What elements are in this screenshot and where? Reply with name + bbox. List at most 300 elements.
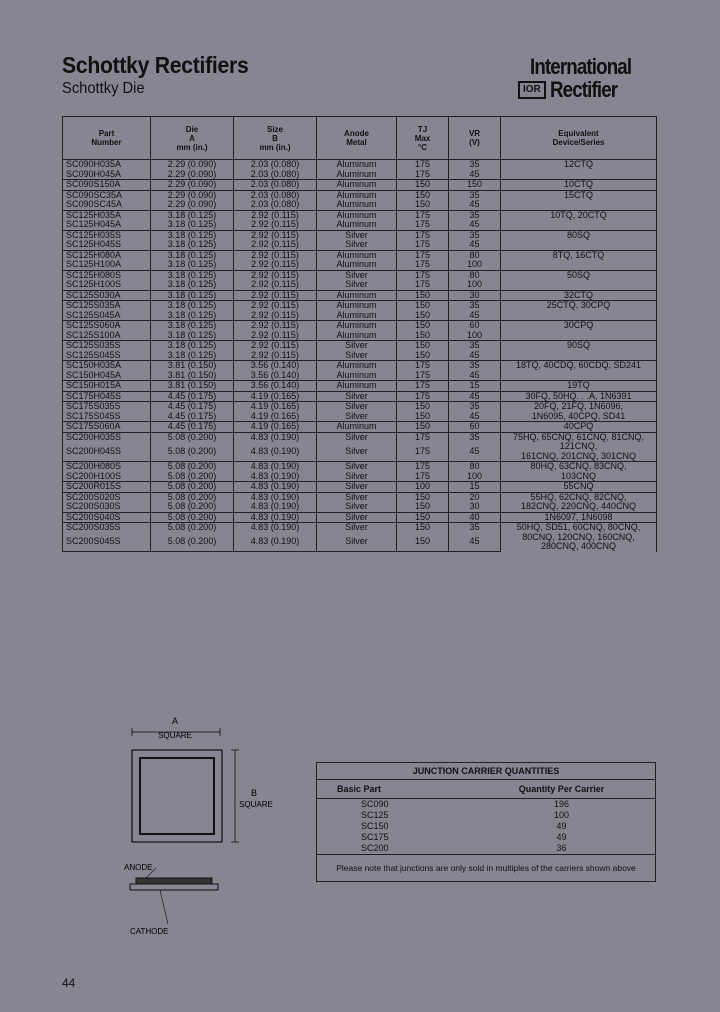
equivalent-device-line: 280CNQ, 400CNQ: [540, 541, 617, 551]
column-header-line: Die: [185, 124, 199, 134]
table-cell: 35: [449, 523, 501, 538]
table-cell: SC200H100S: [63, 472, 151, 482]
table-cell: SC175S035S: [63, 402, 151, 412]
dim-a-label: A: [171, 716, 179, 726]
table-row: [63, 391, 657, 402]
table-cell: 3.18 (0.125): [151, 210, 234, 220]
table-cell: 150: [397, 341, 449, 351]
brand-logo-row: [518, 77, 629, 103]
table-cell: Silver: [317, 240, 397, 250]
table-cell: 100: [449, 280, 501, 290]
table-cell: 3.18 (0.125): [151, 270, 234, 280]
table-cell: 2.92 (0.115): [234, 311, 317, 321]
table-cell: 2.92 (0.115): [234, 250, 317, 260]
column-header-line: Device/Series: [552, 138, 605, 147]
table-cell: 150: [397, 537, 449, 551]
table-cell: 2.92 (0.115): [234, 230, 317, 240]
table-cell: 45: [449, 311, 501, 321]
table-cell: Aluminum: [317, 422, 397, 433]
carrier-row: [317, 799, 656, 811]
table-cell: 45: [449, 351, 501, 361]
table-cell: SC125S045A: [63, 311, 151, 321]
table-row: [63, 321, 657, 331]
equivalent-device-line: 1N6097, 1N6098: [544, 511, 613, 522]
table-cell: [317, 551, 397, 552]
table-cell: 2.92 (0.115): [234, 220, 317, 230]
table-cell: 100: [449, 331, 501, 341]
table-cell: Aluminum: [317, 260, 397, 270]
table-cell: Silver: [317, 341, 397, 351]
table-cell: SC125H100A: [63, 260, 151, 270]
table-cell: 150: [397, 290, 449, 301]
table-cell: 2.92 (0.115): [234, 331, 317, 341]
table-cell: 35: [449, 341, 501, 351]
column-header-line: VR: [468, 129, 481, 138]
table-cell: 150: [397, 180, 449, 191]
equivalent-device-line: 18TQ, 40CDQ, 60CDQ, SD241: [515, 360, 642, 370]
column-header-line: mm (in.): [176, 142, 208, 152]
page-number: 44: [62, 976, 76, 990]
equivalent-device-line: 8TQ, 16CTQ: [552, 249, 605, 260]
table-cell: 45: [449, 240, 501, 250]
die-side-anode: [136, 878, 212, 884]
column-header-line: Number: [91, 138, 122, 147]
carrier-col-basic-part: Basic Part: [317, 780, 469, 799]
equivalent-device-line: 25CTQ, 30CPQ: [546, 300, 611, 310]
table-cell: 2.29 (0.090): [151, 190, 234, 200]
table-cell: 175: [397, 250, 449, 260]
table-cell: 3.18 (0.125): [151, 260, 234, 270]
table-cell: 4.19 (0.165): [234, 422, 317, 433]
table-cell: 45: [449, 447, 501, 461]
equivalent-device-line: 10CTQ: [563, 179, 593, 189]
table-cell: 30: [449, 502, 501, 512]
table-cell: 2.03 (0.080): [234, 190, 317, 200]
table-cell: 3.18 (0.125): [151, 290, 234, 301]
table-cell: [449, 551, 501, 552]
equivalent-device-line: 90SQ: [566, 340, 590, 350]
dim-b-label: B: [250, 788, 258, 798]
die-spec-table: [62, 116, 657, 552]
table-cell: 4.83 (0.190): [234, 482, 317, 493]
table-cell: 175: [397, 160, 449, 170]
table-cell: Silver: [317, 391, 397, 402]
equivalent-device-line: 15CTQ: [563, 189, 593, 200]
table-cell: SC150H035A: [63, 361, 151, 371]
table-cell: SC200S035S: [63, 523, 151, 538]
table-cell: 5.08 (0.200): [151, 537, 234, 551]
equivalent-device-cell: [501, 523, 657, 552]
table-cell: 100: [449, 472, 501, 482]
table-cell: Silver: [317, 447, 397, 461]
table-cell: 150: [397, 351, 449, 361]
table-cell: 5.08 (0.200): [151, 447, 234, 461]
column-header-line: TJ: [417, 124, 428, 134]
die-inner-square: [140, 758, 214, 834]
table-cell: 175: [397, 462, 449, 472]
carrier-row: [317, 810, 656, 821]
table-cell: Silver: [317, 351, 397, 361]
table-cell: 175: [397, 270, 449, 280]
brand-name-line2: Rectifier: [549, 77, 617, 102]
carrier-note: Please note that junctions are only sold in multiples of the carriers shown above: [317, 855, 656, 882]
table-cell: 175: [397, 391, 449, 402]
table-cell: 150: [397, 200, 449, 210]
table-cell: Aluminum: [317, 250, 397, 260]
table-cell: SC125S035A: [63, 301, 151, 311]
table-cell: 3.18 (0.125): [151, 230, 234, 240]
table-cell: 4.83 (0.190): [234, 502, 317, 512]
table-cell: 3.18 (0.125): [151, 341, 234, 351]
table-cell: 20: [449, 492, 501, 502]
table-cell: 4.19 (0.165): [234, 412, 317, 422]
table-cell: 40: [449, 512, 501, 523]
table-cell: SC125H045A: [63, 220, 151, 230]
equivalent-device-line: 32CTQ: [563, 289, 593, 300]
table-cell: Aluminum: [317, 331, 397, 341]
equivalent-device-cell: [501, 321, 657, 341]
equivalent-device-cell: [501, 341, 657, 361]
table-cell: 150: [397, 422, 449, 433]
table-cell: 3.56 (0.140): [234, 371, 317, 381]
equivalent-device-cell: [501, 180, 657, 191]
table-cell: SC150H045A: [63, 371, 151, 381]
carrier-quantity: 49: [556, 821, 567, 831]
table-cell: SC175H045S: [63, 391, 151, 402]
equivalent-device-cell: [501, 512, 657, 523]
table-cell: 45: [449, 537, 501, 551]
equivalent-device-cell: [501, 301, 657, 321]
column-header-line: A: [189, 133, 195, 143]
table-cell: SC090H045A: [63, 170, 151, 180]
table-cell: SC200H045S: [63, 447, 151, 461]
table-cell: 3.81 (0.150): [151, 371, 234, 381]
carrier-part: SC125: [361, 810, 389, 820]
table-cell: Silver: [317, 230, 397, 240]
table-cell: 175: [397, 371, 449, 381]
table-cell: SC200S030S: [63, 502, 151, 512]
table-row: [63, 160, 657, 170]
table-cell: 4.83 (0.190): [234, 432, 317, 447]
table-cell: 2.03 (0.080): [234, 180, 317, 191]
table-cell: Silver: [317, 512, 397, 523]
equivalent-device-cell: [501, 391, 657, 402]
table-cell: 4.83 (0.190): [234, 512, 317, 523]
equivalent-device-line: 75HQ, 65CNQ, 61CNQ, 81CNQ,: [512, 431, 645, 442]
table-cell: 150: [397, 301, 449, 311]
table-cell: 5.08 (0.200): [151, 462, 234, 472]
table-cell: 45: [449, 391, 501, 402]
table-cell: 175: [397, 432, 449, 447]
table-cell: Aluminum: [317, 371, 397, 381]
page-title: Schottky Rectifiers: [62, 52, 249, 78]
column-header-line: B: [272, 133, 278, 143]
equivalent-device-cell: [501, 270, 657, 290]
table-cell: 175: [397, 361, 449, 371]
table-cell: [63, 551, 151, 552]
equivalent-device-line: 55HQ, 62CNQ, 82CNQ,: [530, 491, 627, 502]
equivalent-device-line: 80CNQ, 120CNQ, 160CNQ,: [522, 531, 635, 542]
table-cell: 35: [449, 230, 501, 240]
table-cell: 4.45 (0.175): [151, 402, 234, 412]
table-cell: 2.92 (0.115): [234, 301, 317, 311]
table-cell: 150: [397, 512, 449, 523]
equivalent-device-line: 1N6095, 40CPQ, SD41: [531, 410, 626, 421]
table-row: [63, 432, 657, 447]
equivalent-device-cell: [501, 381, 657, 392]
table-cell: 2.03 (0.080): [234, 160, 317, 170]
table-cell: 175: [397, 240, 449, 250]
table-cell: 3.18 (0.125): [151, 280, 234, 290]
table-cell: 5.08 (0.200): [151, 432, 234, 447]
table-cell: 30: [449, 290, 501, 301]
table-cell: SC125H100S: [63, 280, 151, 290]
table-cell: SC125H035S: [63, 230, 151, 240]
carrier-row: [317, 821, 656, 832]
table-cell: Silver: [317, 472, 397, 482]
table-cell: SC150H015A: [63, 381, 151, 392]
table-cell: 2.92 (0.115): [234, 270, 317, 280]
table-cell: 5.08 (0.200): [151, 492, 234, 502]
equivalent-device-cell: [501, 290, 657, 301]
table-cell: 35: [449, 160, 501, 170]
table-cell: 175: [397, 280, 449, 290]
table-cell: 15: [449, 482, 501, 493]
table-row: [63, 361, 657, 371]
column-header-3: [317, 117, 397, 160]
table-cell: 150: [397, 502, 449, 512]
table-cell: 35: [449, 432, 501, 447]
column-header-line: Size: [266, 124, 283, 134]
table-cell: 100: [397, 482, 449, 493]
table-cell: 2.29 (0.090): [151, 160, 234, 170]
equivalent-device-line: 121CNQ,: [559, 441, 598, 451]
table-cell: Aluminum: [317, 210, 397, 220]
column-header-1: [151, 117, 234, 160]
table-header-row: [63, 117, 657, 160]
carrier-quantity: 36: [556, 843, 567, 853]
table-cell: 175: [397, 210, 449, 220]
table-cell: 5.08 (0.200): [151, 502, 234, 512]
table-cell: SC125H045S: [63, 240, 151, 250]
table-cell: 45: [449, 200, 501, 210]
column-header-0: [63, 117, 151, 160]
table-cell: Aluminum: [317, 180, 397, 191]
table-cell: 2.03 (0.080): [234, 200, 317, 210]
table-cell: Silver: [317, 462, 397, 472]
table-cell: SC125S100A: [63, 331, 151, 341]
equivalent-device-line: 19TQ: [567, 380, 590, 390]
table-cell: Silver: [317, 270, 397, 280]
table-cell: 45: [449, 170, 501, 180]
table-cell: SC125S045S: [63, 351, 151, 361]
table-cell: 175: [397, 170, 449, 180]
carrier-row: [317, 843, 656, 855]
equivalent-device-line: 30FQ, 50HQ. . .A, 1N6391: [525, 390, 632, 401]
brand-name-line1: International: [530, 54, 632, 79]
carrier-col-quantity: Quantity Per Carrier: [468, 780, 655, 799]
table-cell: 3.18 (0.125): [151, 301, 234, 311]
carrier-part: SC200: [361, 843, 389, 853]
column-header-line: Equivalent: [558, 129, 599, 138]
ior-logo-icon: IOR: [518, 81, 546, 99]
table-cell: 45: [449, 412, 501, 422]
table-cell: SC125H080A: [63, 250, 151, 260]
table-cell: 3.18 (0.125): [151, 321, 234, 331]
table-cell: 2.92 (0.115): [234, 351, 317, 361]
equivalent-device-line: 30CPQ: [563, 320, 594, 330]
table-cell: SC125S060A: [63, 321, 151, 331]
table-cell: SC200H035S: [63, 432, 151, 447]
table-row: [63, 462, 657, 472]
equivalent-device-line: 103CNQ: [560, 470, 596, 481]
table-cell: Silver: [317, 537, 397, 551]
table-cell: SC175S045S: [63, 412, 151, 422]
table-cell: 45: [449, 371, 501, 381]
column-header-5: [449, 117, 501, 160]
table-cell: Silver: [317, 402, 397, 412]
table-cell: [234, 551, 317, 552]
table-cell: [397, 551, 449, 552]
table-cell: 2.29 (0.090): [151, 180, 234, 191]
table-cell: Silver: [317, 482, 397, 493]
table-cell: 4.45 (0.175): [151, 422, 234, 433]
table-cell: 2.92 (0.115): [234, 321, 317, 331]
column-header-2: [234, 117, 317, 160]
table-cell: 150: [397, 402, 449, 412]
equivalent-device-cell: [501, 462, 657, 482]
table-cell: 150: [397, 331, 449, 341]
table-cell: 4.83 (0.190): [234, 472, 317, 482]
table-cell: 35: [449, 301, 501, 311]
table-cell: SC090SC35A: [63, 190, 151, 200]
table-cell: 2.29 (0.090): [151, 200, 234, 210]
table-cell: 3.81 (0.150): [151, 381, 234, 392]
equivalent-device-cell: [501, 230, 657, 250]
table-cell: 150: [397, 523, 449, 538]
carrier-quantity-table: [316, 762, 656, 882]
table-cell: SC175S060A: [63, 422, 151, 433]
table-cell: SC090H035A: [63, 160, 151, 170]
table-cell: 60: [449, 422, 501, 433]
table-cell: 80: [449, 250, 501, 260]
table-cell: SC200S040S: [63, 512, 151, 523]
carrier-quantity: 196: [554, 799, 570, 809]
table-cell: 80: [449, 462, 501, 472]
table-cell: SC200S020S: [63, 492, 151, 502]
die-side-cathode: [130, 884, 218, 890]
table-cell: Aluminum: [317, 311, 397, 321]
table-cell: Aluminum: [317, 290, 397, 301]
table-cell: 4.19 (0.165): [234, 391, 317, 402]
equivalent-device-line: 182CNQ, 220CNQ, 440CNQ: [520, 501, 637, 511]
table-cell: Silver: [317, 432, 397, 447]
table-cell: 2.92 (0.115): [234, 240, 317, 250]
table-cell: SC200R015S: [63, 482, 151, 493]
table-row: [63, 301, 657, 311]
table-cell: 175: [397, 381, 449, 392]
table-cell: SC200S045S: [63, 537, 151, 551]
table-cell: 2.29 (0.090): [151, 170, 234, 180]
table-cell: SC200H080S: [63, 462, 151, 472]
table-cell: 60: [449, 321, 501, 331]
table-cell: 2.92 (0.115): [234, 210, 317, 220]
column-header-line: mm (in.): [259, 142, 291, 152]
column-header-6: [501, 117, 657, 160]
equivalent-device-line: 161CNQ, 201CNQ, 301CNQ: [520, 450, 637, 461]
table-cell: 4.45 (0.175): [151, 412, 234, 422]
column-header-line: Metal: [346, 138, 367, 147]
table-cell: 150: [397, 190, 449, 200]
table-cell: 150: [397, 492, 449, 502]
table-cell: 3.18 (0.125): [151, 220, 234, 230]
table-cell: 4.83 (0.190): [234, 462, 317, 472]
table-cell: SC090SC45A: [63, 200, 151, 210]
table-row: [63, 512, 657, 523]
table-cell: 15: [449, 381, 501, 392]
equivalent-device-cell: [501, 402, 657, 422]
table-cell: Aluminum: [317, 381, 397, 392]
table-cell: Aluminum: [317, 170, 397, 180]
table-row: [63, 402, 657, 412]
equivalent-device-cell: [501, 422, 657, 433]
table-cell: 2.92 (0.115): [234, 341, 317, 351]
table-cell: Silver: [317, 502, 397, 512]
table-cell: 100: [449, 260, 501, 270]
table-cell: Aluminum: [317, 301, 397, 311]
table-cell: 4.19 (0.165): [234, 402, 317, 412]
table-cell: 4.83 (0.190): [234, 537, 317, 551]
table-cell: 35: [449, 190, 501, 200]
table-cell: 3.18 (0.125): [151, 250, 234, 260]
table-cell: SC125H035A: [63, 210, 151, 220]
table-cell: 175: [397, 260, 449, 270]
table-cell: 5.08 (0.200): [151, 482, 234, 493]
table-cell: 4.83 (0.190): [234, 492, 317, 502]
table-row: [63, 422, 657, 433]
table-cell: 3.18 (0.125): [151, 311, 234, 321]
table-cell: 3.56 (0.140): [234, 381, 317, 392]
equivalent-device-line: 40CPQ: [563, 421, 594, 431]
table-row: [63, 482, 657, 493]
table-cell: 175: [397, 230, 449, 240]
equivalent-device-cell: [501, 190, 657, 210]
table-cell: 3.81 (0.150): [151, 361, 234, 371]
column-header-line: °C: [418, 142, 427, 152]
equivalent-device-line: 55CNQ: [563, 481, 594, 491]
table-cell: 5.08 (0.200): [151, 512, 234, 523]
table-cell: 35: [449, 402, 501, 412]
equivalent-device-cell: [501, 361, 657, 381]
column-header-4: [397, 117, 449, 160]
table-row: [63, 523, 657, 538]
table-cell: Silver: [317, 280, 397, 290]
table-cell: Aluminum: [317, 160, 397, 170]
column-header-line: Max: [414, 133, 431, 143]
table-cell: 4.45 (0.175): [151, 391, 234, 402]
equivalent-device-cell: [501, 492, 657, 512]
equivalent-device-line: 12CTQ: [563, 159, 593, 169]
equivalent-device-cell: [501, 160, 657, 180]
table-cell: Aluminum: [317, 361, 397, 371]
column-header-line: Part: [98, 129, 115, 138]
table-cell: 175: [397, 447, 449, 461]
dim-b-square-label: SQUARE: [239, 800, 273, 809]
table-cell: 4.83 (0.190): [234, 447, 317, 461]
table-cell: 5.08 (0.200): [151, 523, 234, 538]
table-cell: 150: [397, 412, 449, 422]
equivalent-device-line: 20FQ, 21FQ, 1N6096,: [533, 401, 624, 411]
